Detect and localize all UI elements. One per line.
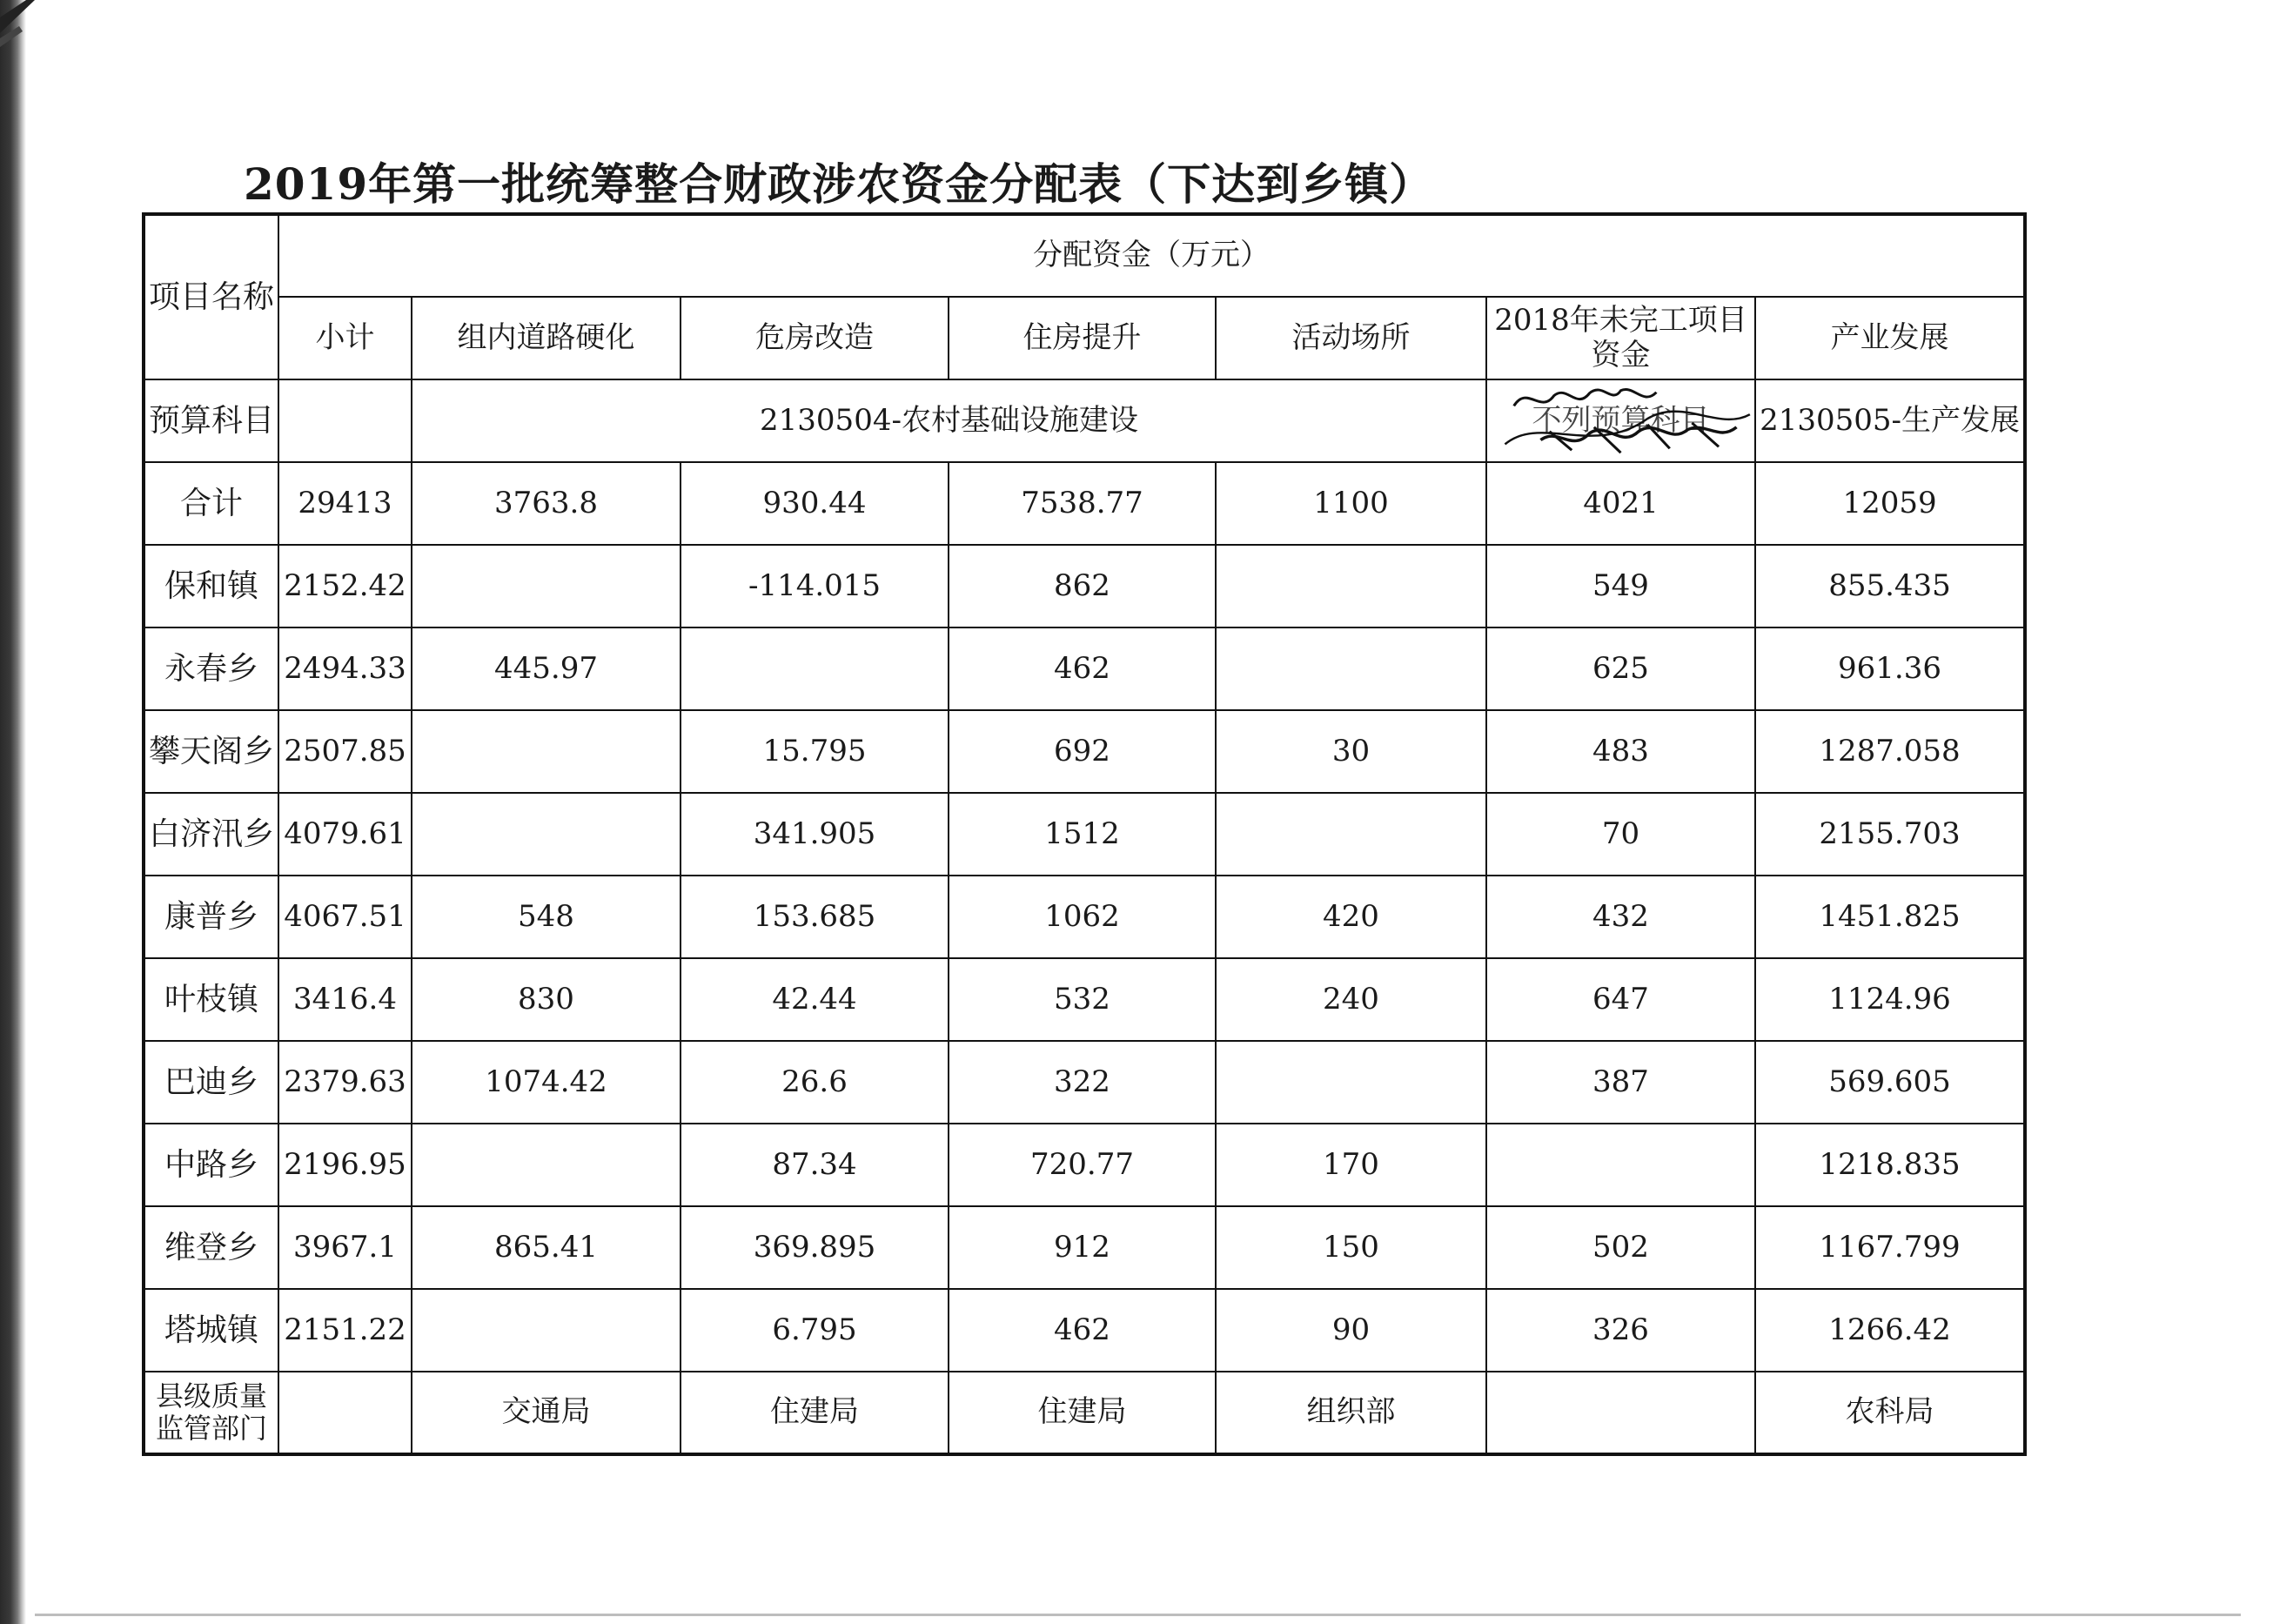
row-value-cell: 326 bbox=[1486, 1289, 1755, 1372]
header-col-industry: 产业发展 bbox=[1755, 297, 2025, 379]
row-value-cell: 3416.4 bbox=[278, 958, 412, 1041]
row-value-cell: 2155.703 bbox=[1755, 793, 2025, 876]
row-value-cell bbox=[1486, 1124, 1755, 1206]
row-value-cell: 865.41 bbox=[412, 1206, 681, 1289]
department-cell: 农科局 bbox=[1755, 1372, 2025, 1454]
row-value-cell: 625 bbox=[1486, 627, 1755, 710]
row-value-cell: 3967.1 bbox=[278, 1206, 412, 1289]
row-value-cell: 1062 bbox=[949, 876, 1216, 958]
row-value-cell: 1512 bbox=[949, 793, 1216, 876]
allocation-table bbox=[142, 212, 2027, 1456]
row-value-cell: 462 bbox=[949, 1289, 1216, 1372]
row-name: 维登乡 bbox=[144, 1206, 278, 1289]
row-value-cell bbox=[681, 627, 949, 710]
row-value-cell: 2152.42 bbox=[278, 545, 412, 627]
table-row bbox=[144, 1041, 2025, 1124]
row-value-cell: 1074.42 bbox=[412, 1041, 681, 1124]
header-col-road: 组内道路硬化 bbox=[412, 297, 681, 379]
row-value-cell: 240 bbox=[1216, 958, 1486, 1041]
scan-corner-mark bbox=[0, 0, 52, 52]
row-value-cell bbox=[412, 793, 681, 876]
table-row bbox=[144, 1206, 2025, 1289]
row-name: 攀天阁乡 bbox=[144, 710, 278, 793]
row-value-cell: 2379.63 bbox=[278, 1041, 412, 1124]
header-col-unfinished-2018: 2018年未完工项目资金 bbox=[1486, 297, 1755, 379]
row-value-cell: 1100 bbox=[1216, 462, 1486, 545]
row-value-cell: 930.44 bbox=[681, 462, 949, 545]
budget-industry-subject: 2130505-生产发展 bbox=[1755, 379, 2025, 462]
row-value-cell: 720.77 bbox=[949, 1124, 1216, 1206]
row-value-cell: 170 bbox=[1216, 1124, 1486, 1206]
row-value-cell: 7538.77 bbox=[949, 462, 1216, 545]
row-value-cell: 1124.96 bbox=[1755, 958, 2025, 1041]
row-value-cell: 4021 bbox=[1486, 462, 1755, 545]
scan-left-edge bbox=[0, 0, 26, 1624]
row-value-cell: 462 bbox=[949, 627, 1216, 710]
department-cell: 住建局 bbox=[681, 1372, 949, 1454]
row-value-cell: 549 bbox=[1486, 545, 1755, 627]
row-value-cell: 483 bbox=[1486, 710, 1755, 793]
row-value-cell: 153.685 bbox=[681, 876, 949, 958]
department-cell: 组织部 bbox=[1216, 1372, 1486, 1454]
department-cell: 住建局 bbox=[949, 1372, 1216, 1454]
row-value-cell: -114.015 bbox=[681, 545, 949, 627]
row-value-cell: 548 bbox=[412, 876, 681, 958]
row-value-cell bbox=[412, 1289, 681, 1372]
row-value-cell: 15.795 bbox=[681, 710, 949, 793]
row-value-cell: 502 bbox=[1486, 1206, 1755, 1289]
row-value-cell: 29413 bbox=[278, 462, 412, 545]
row-value-cell bbox=[412, 1124, 681, 1206]
row-value-cell bbox=[1216, 627, 1486, 710]
row-value-cell bbox=[1216, 1041, 1486, 1124]
budget-row-label: 预算科目 bbox=[144, 379, 278, 462]
row-value-cell: 830 bbox=[412, 958, 681, 1041]
row-value-cell: 569.605 bbox=[1755, 1041, 2025, 1124]
budget-unfinished-subject bbox=[1486, 379, 1755, 462]
header-col-activity-venue: 活动场所 bbox=[1216, 297, 1486, 379]
department-cell bbox=[1486, 1372, 1755, 1454]
row-value-cell: 912 bbox=[949, 1206, 1216, 1289]
header-col-housing-upgrade: 住房提升 bbox=[949, 297, 1216, 379]
table-row bbox=[144, 876, 2025, 958]
table-row bbox=[144, 793, 2025, 876]
row-value-cell: 26.6 bbox=[681, 1041, 949, 1124]
row-name: 塔城镇 bbox=[144, 1289, 278, 1372]
table-row bbox=[144, 958, 2025, 1041]
row-value-cell: 3763.8 bbox=[412, 462, 681, 545]
row-value-cell: 445.97 bbox=[412, 627, 681, 710]
budget-unfinished-printed: 不列预算科目 bbox=[1532, 402, 1710, 438]
row-value-cell: 2507.85 bbox=[278, 710, 412, 793]
row-value-cell: 6.795 bbox=[681, 1289, 949, 1372]
department-row-label: 县级质量监管部门 bbox=[144, 1372, 278, 1454]
row-value-cell: 4079.61 bbox=[278, 793, 412, 876]
row-value-cell: 87.34 bbox=[681, 1124, 949, 1206]
header-col-subtotal: 小计 bbox=[278, 297, 412, 379]
table-row bbox=[144, 627, 2025, 710]
row-value-cell: 692 bbox=[949, 710, 1216, 793]
department-cell: 交通局 bbox=[412, 1372, 681, 1454]
row-value-cell: 532 bbox=[949, 958, 1216, 1041]
row-name: 康普乡 bbox=[144, 876, 278, 958]
row-value-cell: 42.44 bbox=[681, 958, 949, 1041]
table-row bbox=[144, 710, 2025, 793]
table-row bbox=[144, 545, 2025, 627]
row-name: 叶枝镇 bbox=[144, 958, 278, 1041]
department-row bbox=[144, 1372, 2025, 1454]
row-name: 巴迪乡 bbox=[144, 1041, 278, 1124]
budget-subject-row bbox=[144, 379, 2025, 462]
row-name: 合计 bbox=[144, 462, 278, 545]
budget-infrastructure-subject: 2130504-农村基础设施建设 bbox=[412, 379, 1486, 462]
row-value-cell bbox=[1216, 545, 1486, 627]
row-name: 白济汛乡 bbox=[144, 793, 278, 876]
header-allocation-group: 分配资金（万元） bbox=[278, 214, 2025, 297]
row-value-cell: 150 bbox=[1216, 1206, 1486, 1289]
row-value-cell: 369.895 bbox=[681, 1206, 949, 1289]
row-value-cell: 855.435 bbox=[1755, 545, 2025, 627]
department-cell bbox=[278, 1372, 412, 1454]
row-value-cell: 70 bbox=[1486, 793, 1755, 876]
row-name: 保和镇 bbox=[144, 545, 278, 627]
header-col-dangerous-housing: 危房改造 bbox=[681, 297, 949, 379]
row-value-cell: 1287.058 bbox=[1755, 710, 2025, 793]
document-title: 2019年第一批统筹整合财政涉农资金分配表（下达到乡镇） bbox=[244, 158, 1434, 210]
row-value-cell: 341.905 bbox=[681, 793, 949, 876]
row-value-cell: 2494.33 bbox=[278, 627, 412, 710]
row-value-cell: 432 bbox=[1486, 876, 1755, 958]
row-value-cell: 1266.42 bbox=[1755, 1289, 2025, 1372]
handwritten-annotation bbox=[1487, 380, 1754, 461]
row-value-cell: 647 bbox=[1486, 958, 1755, 1041]
row-value-cell bbox=[412, 710, 681, 793]
table-row bbox=[144, 1289, 2025, 1372]
row-value-cell: 387 bbox=[1486, 1041, 1755, 1124]
row-value-cell: 30 bbox=[1216, 710, 1486, 793]
row-value-cell bbox=[412, 545, 681, 627]
row-value-cell: 1218.835 bbox=[1755, 1124, 2025, 1206]
row-value-cell: 2151.22 bbox=[278, 1289, 412, 1372]
row-value-cell: 862 bbox=[949, 545, 1216, 627]
row-value-cell: 4067.51 bbox=[278, 876, 412, 958]
table-row bbox=[144, 462, 2025, 545]
row-name: 永春乡 bbox=[144, 627, 278, 710]
row-value-cell: 420 bbox=[1216, 876, 1486, 958]
table-row bbox=[144, 1124, 2025, 1206]
row-value-cell: 12059 bbox=[1755, 462, 2025, 545]
row-value-cell: 90 bbox=[1216, 1289, 1486, 1372]
row-value-cell: 1451.825 bbox=[1755, 876, 2025, 958]
row-value-cell: 322 bbox=[949, 1041, 1216, 1124]
row-value-cell bbox=[1216, 793, 1486, 876]
budget-subtotal-cell bbox=[278, 379, 412, 462]
row-value-cell: 2196.95 bbox=[278, 1124, 412, 1206]
row-name: 中路乡 bbox=[144, 1124, 278, 1206]
scan-bottom-rule bbox=[35, 1614, 2241, 1616]
row-value-cell: 1167.799 bbox=[1755, 1206, 2025, 1289]
header-item-name: 项目名称 bbox=[144, 214, 278, 379]
row-value-cell: 961.36 bbox=[1755, 627, 2025, 710]
